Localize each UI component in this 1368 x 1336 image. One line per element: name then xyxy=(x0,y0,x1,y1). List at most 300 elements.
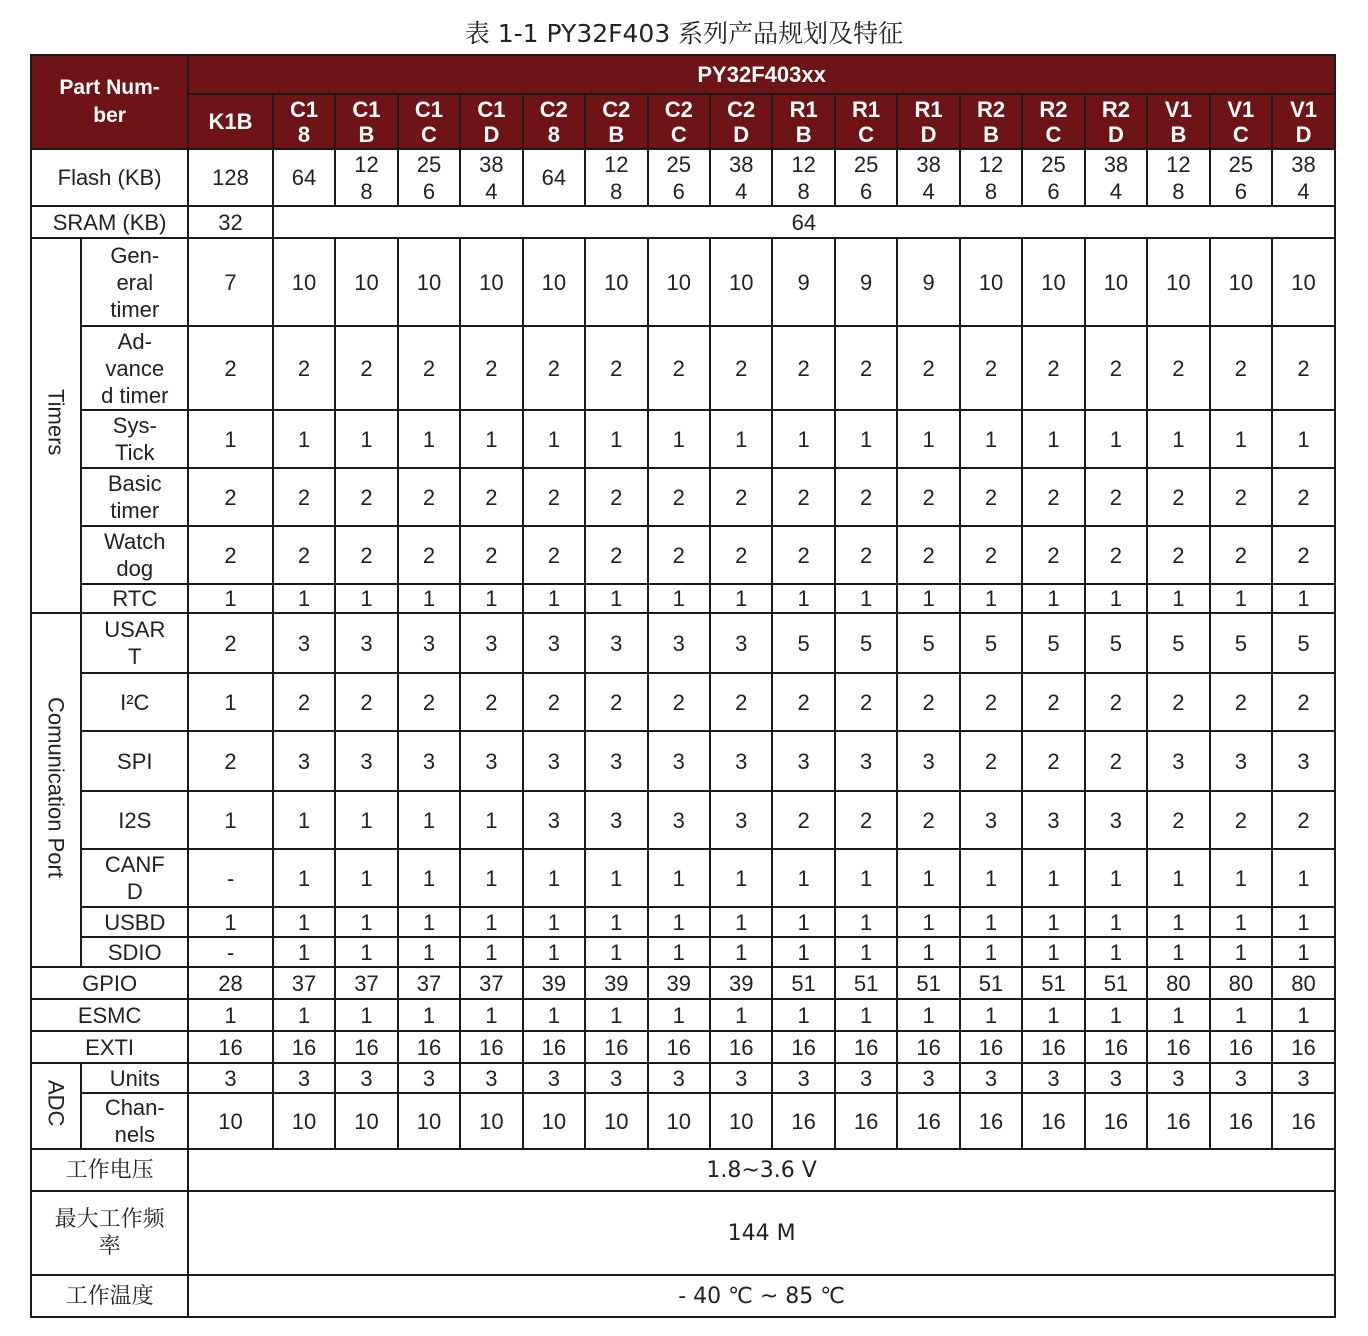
timers-3-value-14: 2 xyxy=(1085,468,1147,526)
esmc-value-16: 1 xyxy=(1210,999,1272,1031)
comm-3-value-11: 2 xyxy=(897,791,959,849)
timers-1-value-1: 2 xyxy=(273,326,335,410)
comm-0-value-2: 3 xyxy=(335,613,397,673)
timers-2-value-16: 1 xyxy=(1210,410,1272,468)
timers-3-value-13: 2 xyxy=(1022,468,1084,526)
exti-value-9: 16 xyxy=(772,1031,834,1063)
spec-table xyxy=(30,54,1336,1318)
adc-1-value-14: 16 xyxy=(1085,1093,1147,1149)
voltage-value: 1.8~3.6 V xyxy=(188,1149,1335,1191)
timers-row-5 xyxy=(31,584,1335,613)
timers-5-value-10: 1 xyxy=(835,584,897,613)
timers-3-value-9: 2 xyxy=(772,468,834,526)
comm-4-value-7: 1 xyxy=(648,849,710,907)
adc-1-value-10: 16 xyxy=(835,1093,897,1149)
adc-1-value-17: 16 xyxy=(1272,1093,1335,1149)
timers-1-value-15: 2 xyxy=(1147,326,1209,410)
esmc-value-4: 1 xyxy=(460,999,522,1031)
comm-6-value-6: 1 xyxy=(585,937,647,967)
timers-2-value-13: 1 xyxy=(1022,410,1084,468)
comm-6-value-9: 1 xyxy=(772,937,834,967)
comm-1-value-2: 2 xyxy=(335,673,397,731)
adc-0-value-17: 3 xyxy=(1272,1063,1335,1093)
timers-3-value-15: 2 xyxy=(1147,468,1209,526)
comm-item-label-1: I²C xyxy=(81,673,188,731)
comm-2-value-5: 3 xyxy=(523,731,585,791)
comm-3-value-15: 2 xyxy=(1147,791,1209,849)
comm-6-value-16: 1 xyxy=(1210,937,1272,967)
timers-0-value-13: 10 xyxy=(1022,238,1084,326)
timers-4-value-16: 2 xyxy=(1210,526,1272,584)
family-header: PY32F403xx xyxy=(188,55,1335,94)
timers-4-value-4: 2 xyxy=(460,526,522,584)
flash-value-14: 38 4 xyxy=(1085,149,1147,206)
comm-4-value-1: 1 xyxy=(273,849,335,907)
timers-4-value-15: 2 xyxy=(1147,526,1209,584)
comm-2-value-17: 3 xyxy=(1272,731,1335,791)
flash-value-4: 38 4 xyxy=(460,149,522,206)
comm-2-value-3: 3 xyxy=(398,731,460,791)
esmc-value-12: 1 xyxy=(960,999,1022,1031)
timers-4-value-14: 2 xyxy=(1085,526,1147,584)
timers-0-value-10: 9 xyxy=(835,238,897,326)
timers-row-4 xyxy=(31,526,1335,584)
flash-value-6: 12 8 xyxy=(585,149,647,206)
timers-4-value-12: 2 xyxy=(960,526,1022,584)
flash-value-10: 25 6 xyxy=(835,149,897,206)
comm-3-value-14: 3 xyxy=(1085,791,1147,849)
comm-6-value-1: 1 xyxy=(273,937,335,967)
comm-6-value-0: - xyxy=(188,937,273,967)
adc-1-value-1: 10 xyxy=(273,1093,335,1149)
adc-row-0 xyxy=(31,1063,1335,1093)
exti-value-2: 16 xyxy=(335,1031,397,1063)
adc-1-value-0: 10 xyxy=(188,1093,273,1149)
adc-0-value-14: 3 xyxy=(1085,1063,1147,1093)
gpio-value-11: 51 xyxy=(897,967,959,999)
comm-0-value-5: 3 xyxy=(523,613,585,673)
comm-1-value-13: 2 xyxy=(1022,673,1084,731)
timers-3-value-17: 2 xyxy=(1272,468,1335,526)
model-header-11: R1 D xyxy=(897,94,959,149)
comm-5-value-1: 1 xyxy=(273,907,335,937)
timers-5-value-3: 1 xyxy=(398,584,460,613)
comm-0-value-9: 5 xyxy=(772,613,834,673)
exti-value-11: 16 xyxy=(897,1031,959,1063)
comm-1-value-1: 2 xyxy=(273,673,335,731)
timers-0-value-15: 10 xyxy=(1147,238,1209,326)
timers-3-value-7: 2 xyxy=(648,468,710,526)
timers-2-value-15: 1 xyxy=(1147,410,1209,468)
comm-5-value-17: 1 xyxy=(1272,907,1335,937)
timers-0-value-2: 10 xyxy=(335,238,397,326)
comm-6-value-11: 1 xyxy=(897,937,959,967)
part-number-header: Part Num- ber xyxy=(31,55,188,149)
comm-4-value-9: 1 xyxy=(772,849,834,907)
exti-value-12: 16 xyxy=(960,1031,1022,1063)
timers-1-value-6: 2 xyxy=(585,326,647,410)
model-header-12: R2 B xyxy=(960,94,1022,149)
timers-group-label: Timers xyxy=(31,238,81,613)
comm-0-value-13: 5 xyxy=(1022,613,1084,673)
row-frequency xyxy=(31,1191,1335,1275)
adc-0-value-11: 3 xyxy=(897,1063,959,1093)
timers-2-value-8: 1 xyxy=(710,410,772,468)
adc-0-value-6: 3 xyxy=(585,1063,647,1093)
timers-item-label-3: Basic timer xyxy=(81,468,188,526)
comm-3-value-6: 3 xyxy=(585,791,647,849)
timers-5-value-13: 1 xyxy=(1022,584,1084,613)
exti-value-10: 16 xyxy=(835,1031,897,1063)
comm-6-value-4: 1 xyxy=(460,937,522,967)
comm-0-value-8: 3 xyxy=(710,613,772,673)
timers-2-value-11: 1 xyxy=(897,410,959,468)
comm-1-value-0: 1 xyxy=(188,673,273,731)
timers-5-value-0: 1 xyxy=(188,584,273,613)
adc-row-1 xyxy=(31,1093,1335,1149)
timers-2-value-0: 1 xyxy=(188,410,273,468)
gpio-value-1: 37 xyxy=(273,967,335,999)
timers-3-value-3: 2 xyxy=(398,468,460,526)
timers-0-value-9: 9 xyxy=(772,238,834,326)
timers-2-value-6: 1 xyxy=(585,410,647,468)
comm-1-value-11: 2 xyxy=(897,673,959,731)
model-header-2: C1 B xyxy=(335,94,397,149)
gpio-value-9: 51 xyxy=(772,967,834,999)
flash-value-3: 25 6 xyxy=(398,149,460,206)
comm-2-value-0: 2 xyxy=(188,731,273,791)
gpio-value-0: 28 xyxy=(188,967,273,999)
exti-value-5: 16 xyxy=(523,1031,585,1063)
comm-0-value-17: 5 xyxy=(1272,613,1335,673)
exti-value-8: 16 xyxy=(710,1031,772,1063)
comm-3-value-1: 1 xyxy=(273,791,335,849)
gpio-value-6: 39 xyxy=(585,967,647,999)
timers-5-value-7: 1 xyxy=(648,584,710,613)
timers-5-value-1: 1 xyxy=(273,584,335,613)
timers-3-value-1: 2 xyxy=(273,468,335,526)
frequency-value: 144 M xyxy=(188,1191,1335,1275)
adc-0-value-3: 3 xyxy=(398,1063,460,1093)
comm-5-value-5: 1 xyxy=(523,907,585,937)
timers-1-value-11: 2 xyxy=(897,326,959,410)
comm-5-value-0: 1 xyxy=(188,907,273,937)
timers-5-value-6: 1 xyxy=(585,584,647,613)
flash-value-8: 38 4 xyxy=(710,149,772,206)
timers-4-value-0: 2 xyxy=(188,526,273,584)
esmc-value-17: 1 xyxy=(1272,999,1335,1031)
model-header-10: R1 C xyxy=(835,94,897,149)
exti-value-6: 16 xyxy=(585,1031,647,1063)
comm-2-value-12: 2 xyxy=(960,731,1022,791)
adc-1-value-12: 16 xyxy=(960,1093,1022,1149)
comm-5-value-6: 1 xyxy=(585,907,647,937)
adc-0-value-8: 3 xyxy=(710,1063,772,1093)
comm-4-value-4: 1 xyxy=(460,849,522,907)
sram-value-k1b: 32 xyxy=(188,206,273,238)
adc-0-value-12: 3 xyxy=(960,1063,1022,1093)
flash-value-7: 25 6 xyxy=(648,149,710,206)
timers-4-value-9: 2 xyxy=(772,526,834,584)
comm-0-value-7: 3 xyxy=(648,613,710,673)
comm-5-value-8: 1 xyxy=(710,907,772,937)
timers-1-value-2: 2 xyxy=(335,326,397,410)
gpio-value-7: 39 xyxy=(648,967,710,999)
comm-2-value-7: 3 xyxy=(648,731,710,791)
exti-label: EXTI xyxy=(31,1031,188,1063)
adc-1-value-15: 16 xyxy=(1147,1093,1209,1149)
model-header-14: R2 D xyxy=(1085,94,1147,149)
timers-3-value-10: 2 xyxy=(835,468,897,526)
comm-2-value-16: 3 xyxy=(1210,731,1272,791)
comm-1-value-5: 2 xyxy=(523,673,585,731)
flash-label: Flash (KB) xyxy=(31,149,188,206)
comm-3-value-3: 1 xyxy=(398,791,460,849)
comm-item-label-5: USBD xyxy=(81,907,188,937)
comm-2-value-4: 3 xyxy=(460,731,522,791)
flash-value-13: 25 6 xyxy=(1022,149,1084,206)
adc-0-value-1: 3 xyxy=(273,1063,335,1093)
adc-0-value-13: 3 xyxy=(1022,1063,1084,1093)
timers-2-value-3: 1 xyxy=(398,410,460,468)
exti-value-7: 16 xyxy=(648,1031,710,1063)
flash-value-15: 12 8 xyxy=(1147,149,1209,206)
adc-1-value-2: 10 xyxy=(335,1093,397,1149)
model-header-1: C1 8 xyxy=(273,94,335,149)
comm-5-value-2: 1 xyxy=(335,907,397,937)
comm-6-value-17: 1 xyxy=(1272,937,1335,967)
model-header-5: C2 8 xyxy=(523,94,585,149)
timers-5-value-9: 1 xyxy=(772,584,834,613)
row-voltage xyxy=(31,1149,1335,1191)
flash-value-17: 38 4 xyxy=(1272,149,1335,206)
comm-3-value-17: 2 xyxy=(1272,791,1335,849)
timers-4-value-1: 2 xyxy=(273,526,335,584)
model-header-16: V1 C xyxy=(1210,94,1272,149)
timers-0-value-5: 10 xyxy=(523,238,585,326)
timers-item-label-4: Watch dog xyxy=(81,526,188,584)
adc-1-value-7: 10 xyxy=(648,1093,710,1149)
comm-0-value-6: 3 xyxy=(585,613,647,673)
gpio-label: GPIO xyxy=(31,967,188,999)
comm-0-value-3: 3 xyxy=(398,613,460,673)
model-header-17: V1 D xyxy=(1272,94,1335,149)
esmc-value-7: 1 xyxy=(648,999,710,1031)
timers-4-value-17: 2 xyxy=(1272,526,1335,584)
timers-3-value-8: 2 xyxy=(710,468,772,526)
timers-1-value-7: 2 xyxy=(648,326,710,410)
adc-0-value-16: 3 xyxy=(1210,1063,1272,1093)
timers-2-value-17: 1 xyxy=(1272,410,1335,468)
timers-2-value-2: 1 xyxy=(335,410,397,468)
timers-2-value-4: 1 xyxy=(460,410,522,468)
comm-5-value-4: 1 xyxy=(460,907,522,937)
comm-0-value-12: 5 xyxy=(960,613,1022,673)
esmc-value-6: 1 xyxy=(585,999,647,1031)
model-header-7: C2 C xyxy=(648,94,710,149)
flash-value-9: 12 8 xyxy=(772,149,834,206)
timers-2-value-10: 1 xyxy=(835,410,897,468)
comm-3-value-4: 1 xyxy=(460,791,522,849)
comm-2-value-1: 3 xyxy=(273,731,335,791)
comm-3-value-7: 3 xyxy=(648,791,710,849)
frequency-label: 最大工作频 率 xyxy=(31,1191,188,1275)
comm-1-value-10: 2 xyxy=(835,673,897,731)
adc-1-value-9: 16 xyxy=(772,1093,834,1149)
comm-5-value-16: 1 xyxy=(1210,907,1272,937)
exti-value-17: 16 xyxy=(1272,1031,1335,1063)
adc-1-value-11: 16 xyxy=(897,1093,959,1149)
timers-3-value-2: 2 xyxy=(335,468,397,526)
row-gpio xyxy=(31,967,1335,999)
header-row-models xyxy=(31,94,1335,149)
esmc-value-5: 1 xyxy=(523,999,585,1031)
comm-6-value-8: 1 xyxy=(710,937,772,967)
comm-group-label: Comunication Port xyxy=(31,613,81,967)
timers-3-value-4: 2 xyxy=(460,468,522,526)
comm-5-value-12: 1 xyxy=(960,907,1022,937)
timers-0-value-16: 10 xyxy=(1210,238,1272,326)
timers-2-value-14: 1 xyxy=(1085,410,1147,468)
comm-2-value-2: 3 xyxy=(335,731,397,791)
esmc-value-15: 1 xyxy=(1147,999,1209,1031)
comm-3-value-13: 3 xyxy=(1022,791,1084,849)
adc-0-value-10: 3 xyxy=(835,1063,897,1093)
timers-1-value-13: 2 xyxy=(1022,326,1084,410)
row-temperature xyxy=(31,1275,1335,1317)
timers-5-value-2: 1 xyxy=(335,584,397,613)
timers-5-value-16: 1 xyxy=(1210,584,1272,613)
timers-3-value-16: 2 xyxy=(1210,468,1272,526)
adc-0-value-0: 3 xyxy=(188,1063,273,1093)
comm-1-value-8: 2 xyxy=(710,673,772,731)
timers-5-value-12: 1 xyxy=(960,584,1022,613)
timers-row-2 xyxy=(31,410,1335,468)
timers-item-label-5: RTC xyxy=(81,584,188,613)
timers-0-value-8: 10 xyxy=(710,238,772,326)
timers-row-0 xyxy=(31,238,1335,326)
timers-0-value-0: 7 xyxy=(188,238,273,326)
comm-0-value-1: 3 xyxy=(273,613,335,673)
comm-2-value-8: 3 xyxy=(710,731,772,791)
comm-2-value-9: 3 xyxy=(772,731,834,791)
timers-1-value-0: 2 xyxy=(188,326,273,410)
comm-3-value-10: 2 xyxy=(835,791,897,849)
row-exti xyxy=(31,1031,1335,1063)
adc-item-label-0: Units xyxy=(81,1063,188,1093)
exti-value-16: 16 xyxy=(1210,1031,1272,1063)
adc-group-label: ADC xyxy=(31,1063,81,1149)
comm-6-value-2: 1 xyxy=(335,937,397,967)
esmc-value-10: 1 xyxy=(835,999,897,1031)
comm-1-value-9: 2 xyxy=(772,673,834,731)
timers-1-value-5: 2 xyxy=(523,326,585,410)
timers-0-value-7: 10 xyxy=(648,238,710,326)
model-header-13: R2 C xyxy=(1022,94,1084,149)
timers-4-value-2: 2 xyxy=(335,526,397,584)
comm-1-value-17: 2 xyxy=(1272,673,1335,731)
comm-5-value-7: 1 xyxy=(648,907,710,937)
esmc-label: ESMC xyxy=(31,999,188,1031)
adc-1-value-8: 10 xyxy=(710,1093,772,1149)
timers-2-value-9: 1 xyxy=(772,410,834,468)
timers-item-label-0: Gen- eral timer xyxy=(81,238,188,326)
timers-item-label-1: Ad- vance d timer xyxy=(81,326,188,410)
comm-1-value-16: 2 xyxy=(1210,673,1272,731)
comm-2-value-10: 3 xyxy=(835,731,897,791)
comm-1-value-4: 2 xyxy=(460,673,522,731)
adc-0-value-5: 3 xyxy=(523,1063,585,1093)
timers-0-value-1: 10 xyxy=(273,238,335,326)
flash-value-0: 128 xyxy=(188,149,273,206)
comm-6-value-7: 1 xyxy=(648,937,710,967)
timers-4-value-7: 2 xyxy=(648,526,710,584)
comm-4-value-3: 1 xyxy=(398,849,460,907)
comm-4-value-0: - xyxy=(188,849,273,907)
comm-item-label-6: SDIO xyxy=(81,937,188,967)
comm-2-value-13: 2 xyxy=(1022,731,1084,791)
timers-0-value-14: 10 xyxy=(1085,238,1147,326)
comm-3-value-9: 2 xyxy=(772,791,834,849)
timers-0-value-11: 9 xyxy=(897,238,959,326)
comm-row-1 xyxy=(31,673,1335,731)
adc-0-value-9: 3 xyxy=(772,1063,834,1093)
comm-3-value-16: 2 xyxy=(1210,791,1272,849)
comm-5-value-15: 1 xyxy=(1147,907,1209,937)
adc-0-value-7: 3 xyxy=(648,1063,710,1093)
exti-value-15: 16 xyxy=(1147,1031,1209,1063)
esmc-value-14: 1 xyxy=(1085,999,1147,1031)
comm-6-value-13: 1 xyxy=(1022,937,1084,967)
model-header-15: V1 B xyxy=(1147,94,1209,149)
comm-4-value-16: 1 xyxy=(1210,849,1272,907)
timers-2-value-7: 1 xyxy=(648,410,710,468)
gpio-value-8: 39 xyxy=(710,967,772,999)
comm-0-value-15: 5 xyxy=(1147,613,1209,673)
timers-3-value-12: 2 xyxy=(960,468,1022,526)
timers-5-value-15: 1 xyxy=(1147,584,1209,613)
gpio-value-15: 80 xyxy=(1147,967,1209,999)
adc-1-value-4: 10 xyxy=(460,1093,522,1149)
timers-0-value-17: 10 xyxy=(1272,238,1335,326)
comm-item-label-2: SPI xyxy=(81,731,188,791)
timers-0-value-4: 10 xyxy=(460,238,522,326)
gpio-value-12: 51 xyxy=(960,967,1022,999)
timers-1-value-16: 2 xyxy=(1210,326,1272,410)
exti-value-3: 16 xyxy=(398,1031,460,1063)
timers-3-value-5: 2 xyxy=(523,468,585,526)
model-header-9: R1 B xyxy=(772,94,834,149)
comm-5-value-11: 1 xyxy=(897,907,959,937)
temperature-label: 工作温度 xyxy=(31,1275,188,1317)
flash-value-12: 12 8 xyxy=(960,149,1022,206)
gpio-value-13: 51 xyxy=(1022,967,1084,999)
esmc-value-13: 1 xyxy=(1022,999,1084,1031)
adc-1-value-6: 10 xyxy=(585,1093,647,1149)
row-flash xyxy=(31,149,1335,206)
timers-row-3 xyxy=(31,468,1335,526)
model-header-4: C1 D xyxy=(460,94,522,149)
comm-row-6 xyxy=(31,937,1335,967)
header-row-family xyxy=(31,55,1335,94)
comm-2-value-15: 3 xyxy=(1147,731,1209,791)
adc-1-value-16: 16 xyxy=(1210,1093,1272,1149)
comm-item-label-3: I2S xyxy=(81,791,188,849)
comm-3-value-2: 1 xyxy=(335,791,397,849)
comm-4-value-8: 1 xyxy=(710,849,772,907)
timers-4-value-5: 2 xyxy=(523,526,585,584)
timers-2-value-12: 1 xyxy=(960,410,1022,468)
